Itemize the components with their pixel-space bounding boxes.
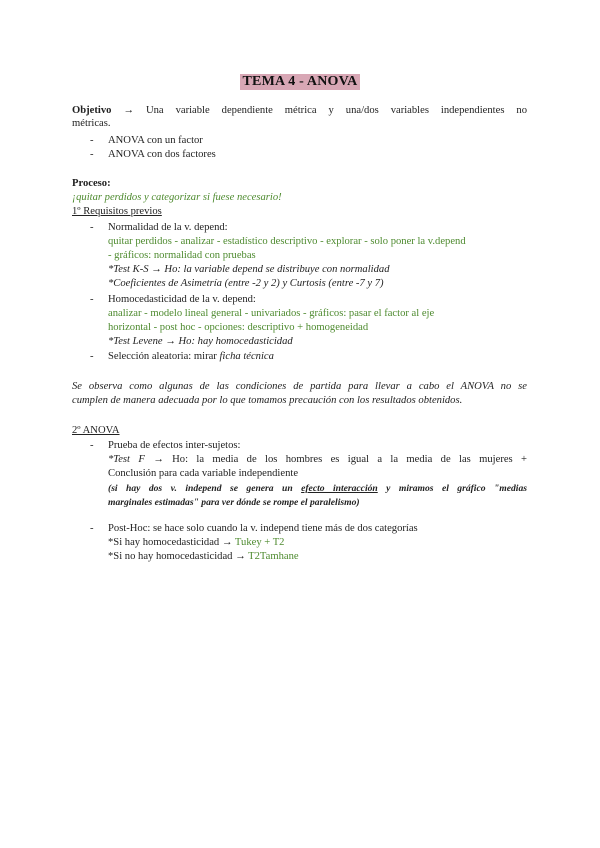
posthoc-line-2-green: T2Tamhane — [248, 551, 299, 562]
proceso-note: ¡quitar perdidos y categorizar si fuese necesario! — [72, 192, 282, 203]
homocedasticidad-test: *Test Levene → Ho: hay homocedasticidad — [108, 336, 293, 347]
observacion-text: Se observa como algunas de las condiciones de partida para llevar a cabo el ANOVA no se — [72, 381, 527, 392]
requisitos-heading: 1º Requisitos previos — [72, 206, 162, 217]
normalidad-steps-cont: - gráficos: normalidad con pruebas — [108, 250, 256, 261]
page-title: TEMA 4 - ANOVA — [240, 74, 361, 90]
prueba-test-line — [108, 453, 527, 466]
anova-heading: 2º ANOVA — [72, 425, 120, 436]
title-wrap — [0, 72, 600, 90]
prueba-note-pre: (si hay dos v. independ se genera un — [108, 483, 302, 494]
prueba-note-underline: efecto interacción — [301, 483, 378, 494]
observacion-text-cont: cumplen de manera adecuada por lo que tomamos precaución con los resultados obtenidos. — [72, 395, 463, 406]
objetivo-text: Una variable dependiente métrica y una/dos variables independientes no — [145, 105, 527, 116]
objetivo-text-cont: métricas. — [72, 118, 111, 129]
seleccion-line — [108, 350, 274, 363]
prueba-test-prefix: *Test F — [108, 454, 145, 465]
prueba-note-cont: marginales estimadas" para ver dónde se rompe el paralelismo) — [108, 497, 360, 508]
observacion-line — [72, 380, 527, 393]
prueba-label: Prueba de efectos inter-sujetos: — [108, 440, 241, 451]
seleccion-label: Selección aleatoria: mirar — [108, 351, 220, 362]
normalidad-test: *Test K-S → Ho: la variable depend se distribuye con normalidad — [108, 264, 390, 275]
posthoc-line-2-text: *Si no hay homocedasticidad → — [108, 551, 249, 562]
posthoc-line-1-text: *Si hay homocedasticidad → — [108, 537, 235, 548]
homocedasticidad-label: Homocedasticidad de la v. depend: — [108, 294, 256, 305]
posthoc-line-2 — [108, 550, 299, 563]
prueba-test-text: → Ho: la media de los hombres es igual a la media de las mujeres + — [153, 454, 528, 465]
objetivo-label: Objetivo — [72, 105, 112, 116]
prueba-note-line — [108, 482, 527, 495]
proceso-label: Proceso: — [72, 178, 111, 189]
objetivo-item: ANOVA con un factor — [108, 135, 203, 146]
posthoc-label: Post-Hoc: se hace solo cuando la v. independ tiene más de dos categorías — [108, 523, 418, 534]
bullet: - — [90, 351, 94, 362]
bullet: - — [90, 294, 94, 305]
bullet: - — [90, 149, 94, 160]
bullet: - — [90, 523, 94, 534]
objetivo-item: ANOVA con dos factores — [108, 149, 216, 160]
homocedasticidad-steps-cont: horizontal - post hoc - opciones: descriptivo + homogeneidad — [108, 322, 369, 333]
bullet: - — [90, 222, 94, 233]
normalidad-steps: quitar perdidos - analizar - estadístico descriptivo - explorar - solo poner la v.depend — [108, 236, 466, 247]
normalidad-coef: *Coeficientes de Asimetría (entre -2 y 2) y Curtosis (entre -7 y 7) — [108, 278, 384, 289]
prueba-test-cont: Conclusión para cada variable independiente — [108, 468, 299, 479]
normalidad-label: Normalidad de la v. depend: — [108, 222, 228, 233]
objetivo-line — [72, 104, 527, 117]
homocedasticidad-steps: analizar - modelo lineal general - univariados - gráficos: pasar el factor al eje — [108, 308, 435, 319]
objetivo-arrow: → — [123, 105, 134, 116]
posthoc-line-1-green: Tukey + T2 — [234, 537, 285, 548]
bullet: - — [90, 440, 94, 451]
posthoc-line-1 — [108, 536, 284, 549]
seleccion-label-italic: ficha técnica — [219, 351, 274, 362]
bullet: - — [90, 135, 94, 146]
prueba-note-post: y miramos el gráfico "medias — [377, 483, 527, 494]
